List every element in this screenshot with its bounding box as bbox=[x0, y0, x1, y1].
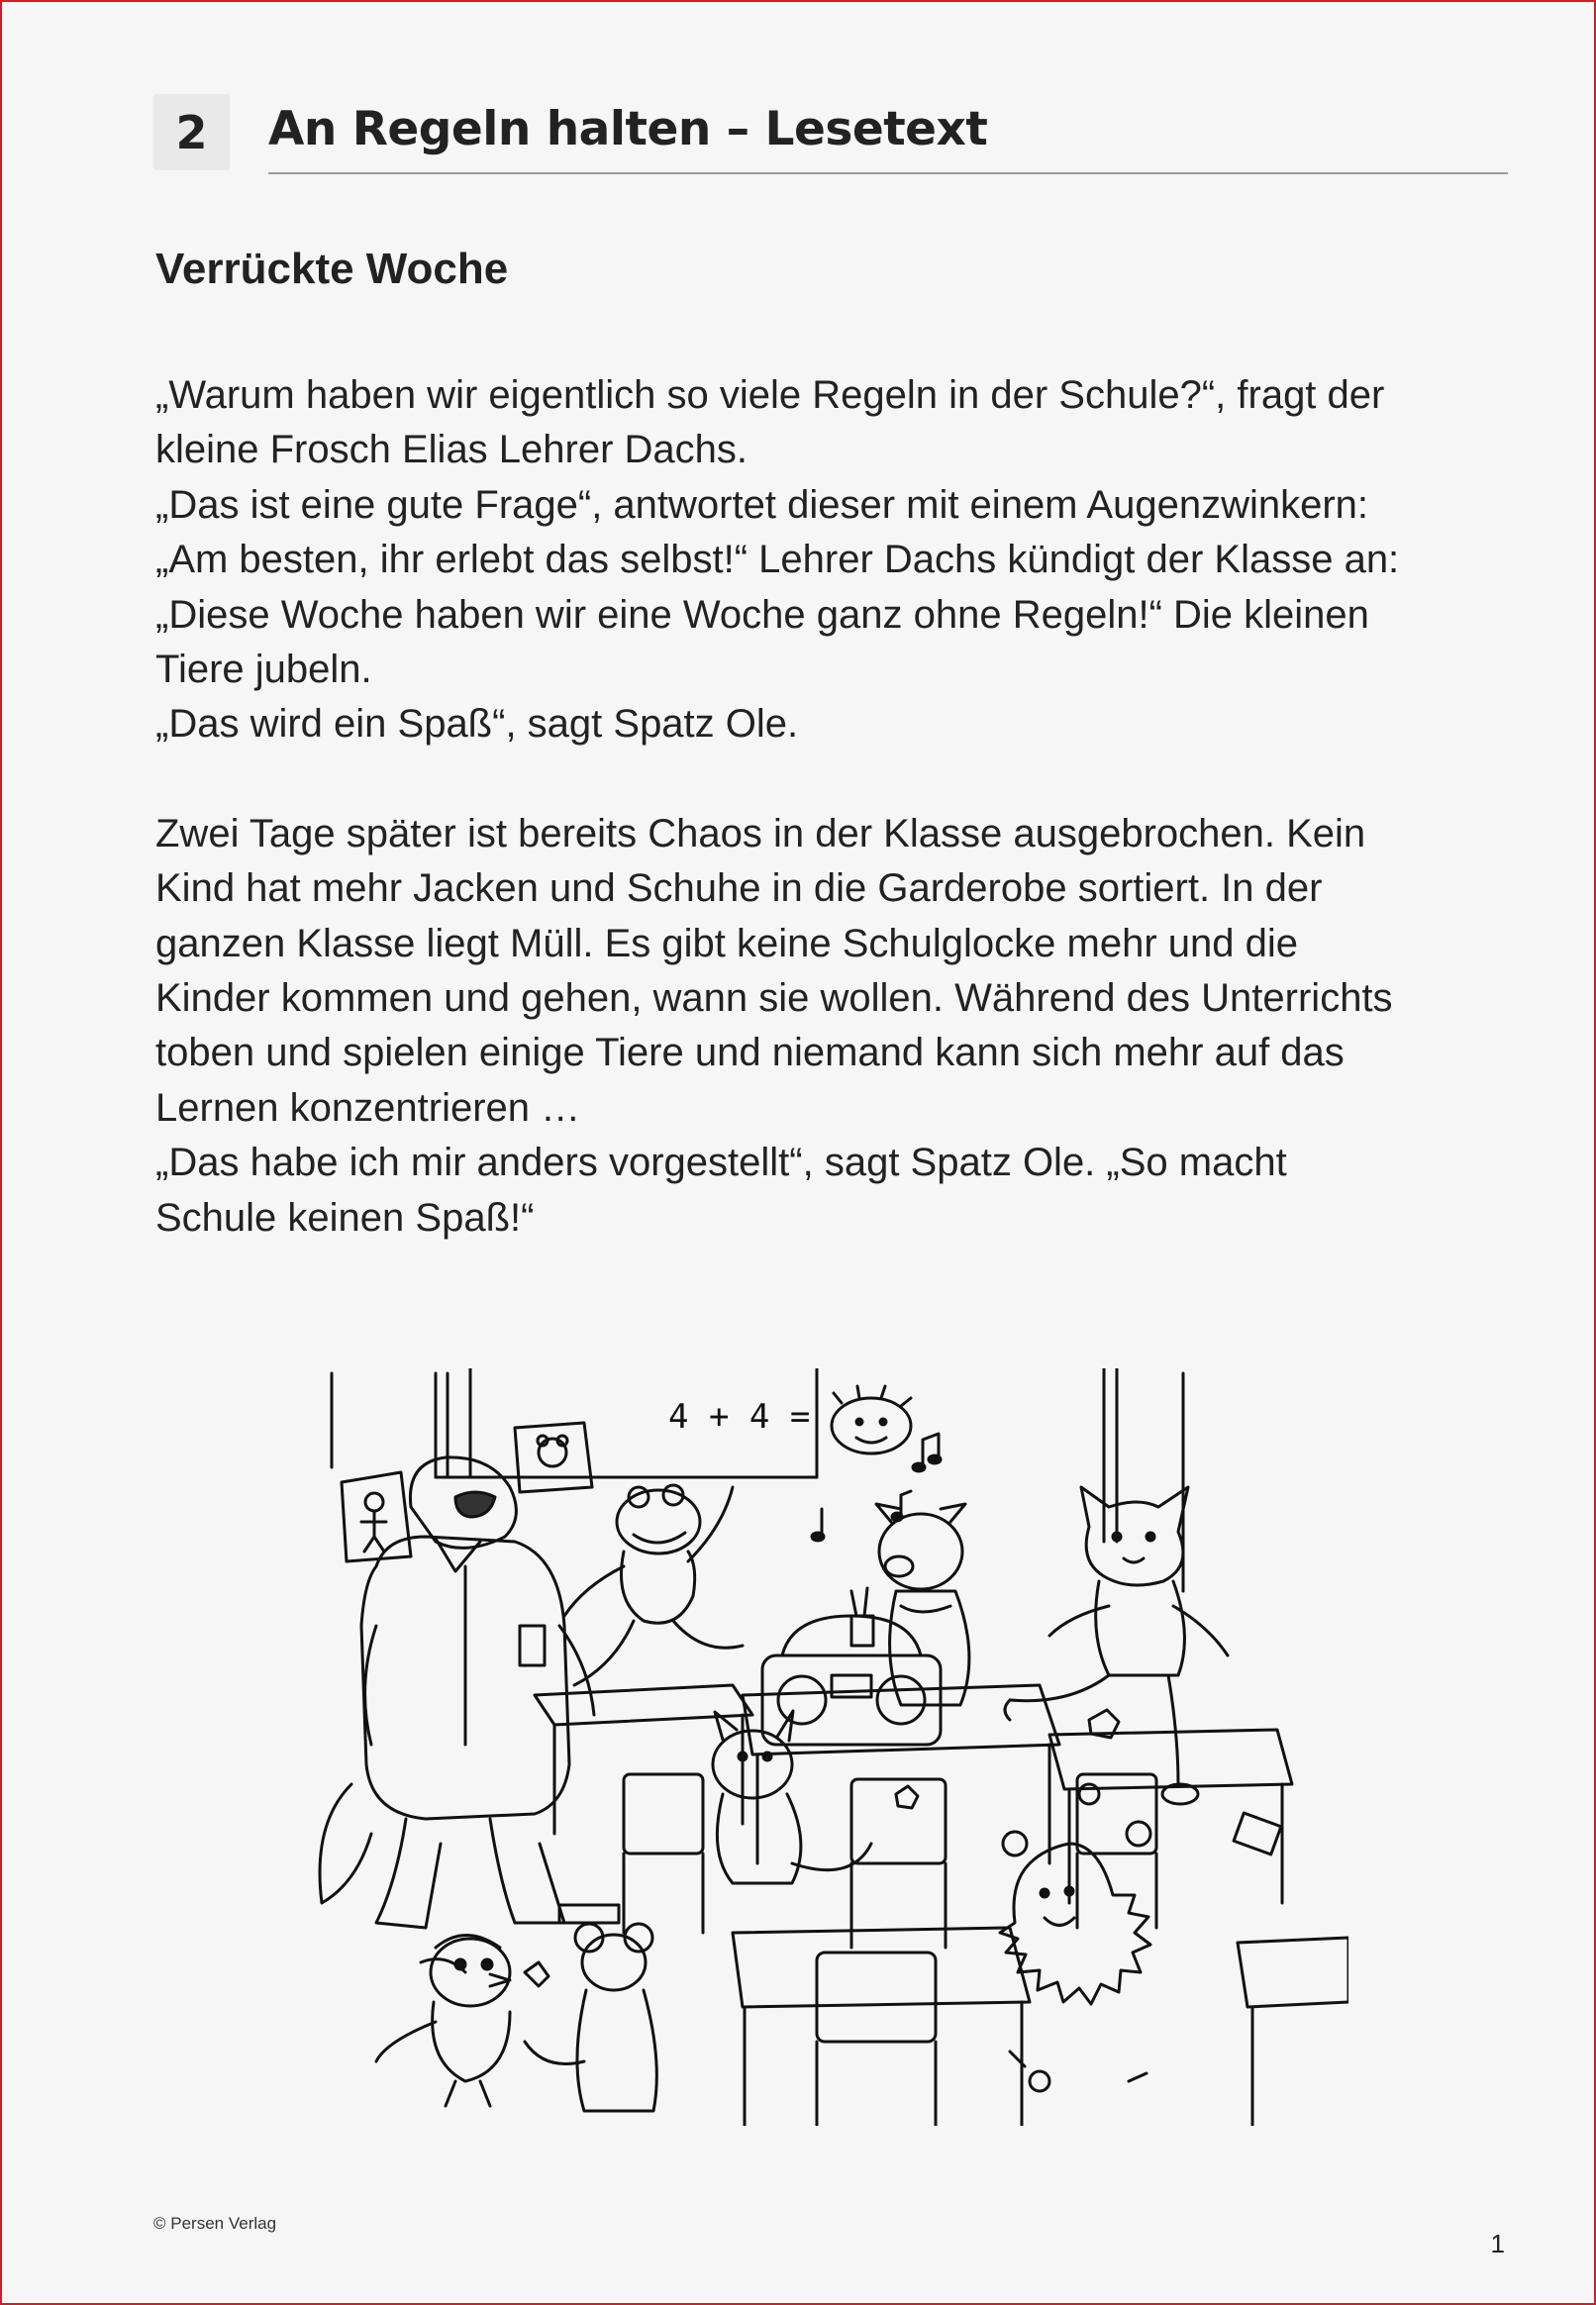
page-title: An Regeln halten – Lesetext bbox=[268, 102, 988, 156]
chapter-number-badge: 2 bbox=[153, 94, 230, 170]
copyright-notice: © Persen Verlag bbox=[153, 2214, 277, 2233]
text-line: Tiere jubeln. bbox=[155, 648, 372, 692]
squirrel bbox=[713, 1711, 871, 1883]
wall-poster-left bbox=[342, 1472, 411, 1561]
mouse bbox=[525, 1905, 656, 2111]
board-doodle-face bbox=[832, 1386, 911, 1453]
cat-standing bbox=[1005, 1487, 1228, 1804]
text-line: „Am besten, ihr erlebt das selbst!“ Lehrer Dachs kündigt der Klasse an: bbox=[155, 538, 1400, 582]
text-line: „Das habe ich mir anders vorgestellt“, sagt Spatz Ole. „So macht bbox=[155, 1141, 1287, 1185]
text-line: „Warum haben wir eigentlich so viele Regeln in der Schule?“, fragt der bbox=[155, 373, 1385, 417]
text-line: Lernen konzentrieren … bbox=[155, 1085, 581, 1130]
story-body bbox=[155, 368, 1532, 1246]
classroom-chairs bbox=[624, 1774, 1156, 2126]
classroom-chaos-illustration bbox=[317, 1368, 1348, 2126]
text-line: Schule keinen Spaß!“ bbox=[155, 1195, 535, 1240]
story-title: Verrückte Woche bbox=[155, 245, 509, 293]
text-line: „Diese Woche haben wir eine Woche ganz ohne Regeln!“ Die kleinen bbox=[155, 592, 1369, 637]
frog-dancing bbox=[564, 1485, 743, 1685]
page-header bbox=[153, 94, 1508, 175]
music-notes bbox=[812, 1434, 941, 1541]
text-line: „Das wird ein Spaß“, sagt Spatz Ole. bbox=[155, 702, 799, 747]
paragraph-gap bbox=[155, 752, 1532, 807]
badger-teacher bbox=[320, 1457, 594, 1928]
board-math-text: 4 + 4 = bbox=[668, 1397, 811, 1437]
text-line: Kind hat mehr Jacken und Schuhe in die Garderobe sortiert. In der bbox=[155, 866, 1323, 911]
text-line: kleine Frosch Elias Lehrer Dachs. bbox=[155, 428, 748, 472]
header-divider bbox=[268, 172, 1508, 174]
text-line: ganzen Klasse liegt Müll. Es gibt keine Schulglocke mehr und die bbox=[155, 921, 1298, 965]
text-line: toben und spielen einige Tiere und niemand kann sich mehr auf das bbox=[155, 1031, 1345, 1075]
page-number: 1 bbox=[1490, 2229, 1505, 2258]
text-line: Kinder kommen und gehen, wann sie wollen. Während des Unterrichts bbox=[155, 976, 1393, 1021]
text-line: Zwei Tage später ist bereits Chaos in der Klasse ausgebrochen. Kein bbox=[155, 811, 1366, 855]
hedgehog bbox=[1000, 1784, 1150, 2004]
text-line: „Das ist eine gute Frage“, antwortet dieser mit einem Augenzwinkern: bbox=[155, 482, 1369, 527]
wall-poster-bear bbox=[515, 1423, 592, 1492]
